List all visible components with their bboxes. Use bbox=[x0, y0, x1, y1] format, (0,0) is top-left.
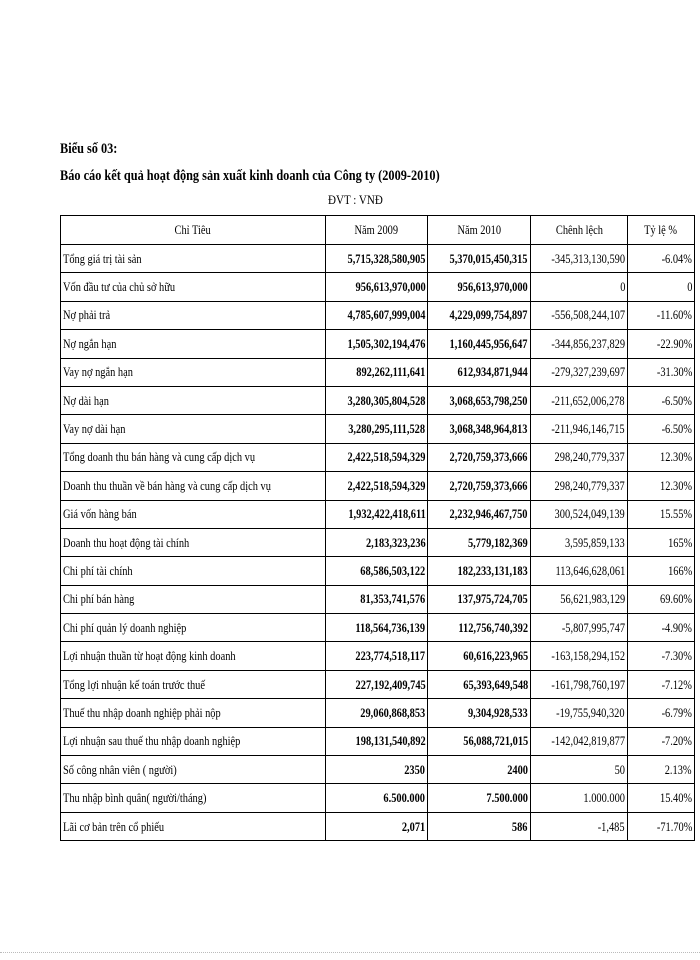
table-row bbox=[61, 301, 695, 329]
cell-ratio bbox=[628, 812, 695, 840]
cell-indicator bbox=[61, 301, 326, 329]
cell-2010 bbox=[428, 812, 531, 840]
cell-2009 bbox=[325, 500, 428, 528]
cell-indicator bbox=[61, 585, 326, 613]
cell-2010 bbox=[428, 585, 531, 613]
header-year-2009 bbox=[325, 216, 428, 245]
cell-text: -344,856,237,829 bbox=[551, 335, 626, 351]
cell-indicator bbox=[61, 727, 326, 755]
cell-2009 bbox=[325, 670, 428, 698]
page-divider bbox=[0, 952, 700, 953]
cell-2010 bbox=[428, 756, 531, 784]
header-year-2010 bbox=[428, 216, 531, 245]
cell-2009 bbox=[325, 415, 428, 443]
cell-text: 165% bbox=[667, 534, 693, 550]
cell-indicator bbox=[61, 443, 326, 471]
table-row bbox=[61, 756, 695, 784]
cell-difference bbox=[530, 670, 627, 698]
cell-text: 7.500.000 bbox=[486, 790, 528, 806]
cell-2010 bbox=[428, 642, 531, 670]
cell-text: 2,232,946,467,750 bbox=[449, 506, 528, 522]
table-row bbox=[61, 642, 695, 670]
cell-difference bbox=[530, 245, 627, 273]
cell-ratio bbox=[628, 386, 695, 414]
cell-2009 bbox=[325, 330, 428, 358]
cell-indicator bbox=[61, 273, 326, 301]
cell-2010 bbox=[428, 670, 531, 698]
cell-text: 50 bbox=[614, 761, 626, 777]
cell-difference bbox=[530, 358, 627, 386]
table-row bbox=[61, 812, 695, 840]
cell-2009 bbox=[325, 273, 428, 301]
results-table bbox=[60, 215, 695, 841]
cell-2010 bbox=[428, 358, 531, 386]
cell-text: 9,304,928,533 bbox=[468, 704, 528, 720]
cell-2010 bbox=[428, 301, 531, 329]
cell-text: -71.70% bbox=[656, 818, 693, 834]
cell-text: 2350 bbox=[404, 761, 426, 777]
cell-text: 60,616,223,965 bbox=[462, 648, 528, 664]
cell-text: 1.000.000 bbox=[583, 790, 626, 806]
cell-text: -7.30% bbox=[661, 648, 693, 664]
cell-ratio bbox=[628, 472, 695, 500]
cell-2010 bbox=[428, 614, 531, 642]
report-title: Báo cáo kết quả hoạt động sản xuất kinh doanh của Công ty (2009-2010) bbox=[60, 168, 440, 184]
cell-text: -5,807,995,747 bbox=[561, 619, 626, 635]
cell-text: -161,798,760,197 bbox=[551, 676, 626, 692]
cell-text: 956,613,970,000 bbox=[457, 279, 528, 295]
cell-indicator bbox=[61, 386, 326, 414]
cell-text: 227,192,409,745 bbox=[355, 676, 426, 692]
cell-text: 956,613,970,000 bbox=[355, 279, 426, 295]
cell-indicator bbox=[61, 699, 326, 727]
table-row bbox=[61, 245, 695, 273]
table-row bbox=[61, 443, 695, 471]
cell-text: 2,183,323,236 bbox=[365, 534, 426, 550]
header-difference bbox=[530, 216, 627, 245]
cell-text: 612,934,871,944 bbox=[457, 364, 528, 380]
header-label: Chênh lệch bbox=[555, 222, 603, 237]
cell-text: 3,595,859,133 bbox=[565, 534, 626, 550]
cell-text: 0 bbox=[686, 279, 693, 295]
cell-text: 4,229,099,754,897 bbox=[449, 307, 528, 323]
cell-text: 1,505,302,194,476 bbox=[347, 335, 426, 351]
header-label: Chỉ Tiêu bbox=[174, 222, 212, 237]
cell-text: Thuế thu nhập doanh nghiệp phải nộp bbox=[63, 704, 221, 720]
cell-text: -211,652,006,278 bbox=[551, 392, 626, 408]
cell-text: 12.30% bbox=[659, 449, 693, 465]
cell-indicator bbox=[61, 330, 326, 358]
cell-text: 223,774,518,117 bbox=[355, 648, 426, 664]
cell-difference bbox=[530, 699, 627, 727]
table-row bbox=[61, 727, 695, 755]
cell-difference bbox=[530, 784, 627, 812]
cell-text: Thu nhập bình quân( người/tháng) bbox=[63, 790, 207, 806]
cell-difference bbox=[530, 528, 627, 556]
cell-ratio bbox=[628, 699, 695, 727]
header-label: Năm 2009 bbox=[354, 222, 399, 237]
cell-text: 298,240,779,337 bbox=[554, 477, 626, 493]
cell-text: Lợi nhuận sau thuế thu nhập doanh nghiệp bbox=[63, 733, 241, 749]
cell-ratio bbox=[628, 273, 695, 301]
cell-text: -19,755,940,320 bbox=[556, 704, 626, 720]
cell-difference bbox=[530, 756, 627, 784]
cell-ratio bbox=[628, 670, 695, 698]
cell-2010 bbox=[428, 557, 531, 585]
cell-text: -142,042,819,877 bbox=[551, 733, 626, 749]
table-row bbox=[61, 386, 695, 414]
cell-text: 198,131,540,892 bbox=[355, 733, 426, 749]
table-row bbox=[61, 784, 695, 812]
cell-ratio bbox=[628, 301, 695, 329]
cell-text: 118,564,736,139 bbox=[355, 619, 426, 635]
cell-difference bbox=[530, 301, 627, 329]
header-label: Năm 2010 bbox=[457, 222, 501, 237]
cell-ratio bbox=[628, 330, 695, 358]
cell-text: -6.50% bbox=[661, 392, 693, 408]
cell-text: Vay nợ dài hạn bbox=[63, 421, 126, 437]
cell-indicator bbox=[61, 557, 326, 585]
cell-indicator bbox=[61, 642, 326, 670]
cell-ratio bbox=[628, 415, 695, 443]
table-row bbox=[61, 557, 695, 585]
cell-text: 3,068,653,798,250 bbox=[449, 392, 528, 408]
table-row bbox=[61, 415, 695, 443]
cell-indicator bbox=[61, 614, 326, 642]
cell-text: Lãi cơ bản trên cổ phiếu bbox=[63, 818, 165, 834]
cell-text: 3,280,295,111,528 bbox=[348, 421, 426, 437]
cell-text: 5,715,328,580,905 bbox=[347, 250, 426, 266]
cell-indicator bbox=[61, 472, 326, 500]
table-row bbox=[61, 699, 695, 727]
cell-ratio bbox=[628, 642, 695, 670]
cell-text: Vốn đầu tư của chủ sở hữu bbox=[63, 279, 176, 295]
cell-text: 3,280,305,804,528 bbox=[347, 392, 426, 408]
cell-indicator bbox=[61, 670, 326, 698]
cell-text: 65,393,649,548 bbox=[462, 676, 528, 692]
table-row bbox=[61, 358, 695, 386]
cell-text: -22.90% bbox=[656, 335, 693, 351]
cell-text: -31.30% bbox=[656, 364, 693, 380]
cell-indicator bbox=[61, 784, 326, 812]
cell-text: 298,240,779,337 bbox=[554, 449, 626, 465]
cell-2010 bbox=[428, 386, 531, 414]
cell-text: 892,262,111,641 bbox=[356, 364, 426, 380]
cell-text: 2,422,518,594,329 bbox=[347, 449, 426, 465]
cell-2010 bbox=[428, 415, 531, 443]
cell-text: Lợi nhuận thuần từ hoạt động kinh doanh bbox=[63, 648, 236, 664]
table-row bbox=[61, 472, 695, 500]
cell-text: Tổng giá trị tài sản bbox=[63, 250, 142, 266]
cell-indicator bbox=[61, 415, 326, 443]
cell-ratio bbox=[628, 358, 695, 386]
cell-2009 bbox=[325, 784, 428, 812]
table-header-row bbox=[61, 216, 695, 245]
cell-2009 bbox=[325, 245, 428, 273]
cell-2009 bbox=[325, 756, 428, 784]
cell-text: 137,975,724,705 bbox=[457, 591, 528, 607]
cell-text: -279,327,239,697 bbox=[551, 364, 626, 380]
cell-difference bbox=[530, 500, 627, 528]
cell-text: -11.60% bbox=[656, 307, 693, 323]
cell-text: 166% bbox=[667, 562, 693, 578]
cell-indicator bbox=[61, 756, 326, 784]
cell-text: Nợ dài hạn bbox=[63, 392, 109, 408]
cell-indicator bbox=[61, 812, 326, 840]
cell-2010 bbox=[428, 784, 531, 812]
cell-text: Số công nhân viên ( người) bbox=[63, 761, 177, 777]
cell-ratio bbox=[628, 500, 695, 528]
cell-2009 bbox=[325, 642, 428, 670]
cell-text: 2,071 bbox=[402, 818, 426, 834]
cell-text: Tổng doanh thu bán hàng và cung cấp dịch vụ bbox=[63, 449, 256, 465]
cell-text: 586 bbox=[512, 818, 528, 834]
cell-2009 bbox=[325, 472, 428, 500]
cell-text: 0 bbox=[619, 279, 626, 295]
table-body bbox=[61, 245, 695, 841]
cell-text: Tổng lợi nhuận kế toán trước thuế bbox=[63, 676, 205, 692]
cell-text: -211,946,146,715 bbox=[551, 421, 626, 437]
cell-difference bbox=[530, 614, 627, 642]
cell-text: -556,508,244,107 bbox=[551, 307, 626, 323]
cell-2009 bbox=[325, 557, 428, 585]
table-row bbox=[61, 500, 695, 528]
table-row bbox=[61, 273, 695, 301]
header-indicator bbox=[61, 216, 326, 245]
cell-text: Doanh thu hoạt động tài chính bbox=[63, 534, 190, 550]
cell-2009 bbox=[325, 727, 428, 755]
cell-2009 bbox=[325, 301, 428, 329]
cell-text: 2400 bbox=[507, 761, 528, 777]
cell-difference bbox=[530, 273, 627, 301]
cell-text: 4,785,607,999,004 bbox=[347, 307, 426, 323]
table-row bbox=[61, 670, 695, 698]
cell-difference bbox=[530, 443, 627, 471]
cell-ratio bbox=[628, 245, 695, 273]
cell-difference bbox=[530, 812, 627, 840]
cell-2010 bbox=[428, 528, 531, 556]
cell-text: -1,485 bbox=[598, 818, 626, 834]
cell-ratio bbox=[628, 528, 695, 556]
cell-text: -7.12% bbox=[661, 676, 693, 692]
cell-2009 bbox=[325, 614, 428, 642]
cell-text: 182,233,131,183 bbox=[457, 562, 528, 578]
cell-text: Doanh thu thuần về bán hàng và cung cấp dịch vụ bbox=[63, 477, 271, 493]
cell-text: 1,160,445,956,647 bbox=[449, 335, 528, 351]
table-row bbox=[61, 585, 695, 613]
cell-2010 bbox=[428, 500, 531, 528]
cell-difference bbox=[530, 585, 627, 613]
cell-text: 15.40% bbox=[659, 790, 693, 806]
cell-text: Nợ ngắn hạn bbox=[63, 335, 117, 351]
cell-difference bbox=[530, 330, 627, 358]
cell-text: Vay nợ ngắn hạn bbox=[63, 364, 133, 380]
cell-2010 bbox=[428, 330, 531, 358]
cell-difference bbox=[530, 415, 627, 443]
cell-text: 5,779,182,369 bbox=[468, 534, 528, 550]
cell-text: -163,158,294,152 bbox=[551, 648, 626, 664]
currency-unit: ĐVT : VNĐ bbox=[328, 192, 383, 207]
cell-text: 12.30% bbox=[659, 477, 693, 493]
document-label: Biểu số 03: bbox=[60, 141, 118, 157]
cell-text: Chi phí quản lý doanh nghiệp bbox=[63, 619, 187, 635]
cell-2010 bbox=[428, 699, 531, 727]
cell-text: 15.55% bbox=[659, 506, 693, 522]
cell-difference bbox=[530, 642, 627, 670]
cell-2009 bbox=[325, 699, 428, 727]
cell-text: 2,422,518,594,329 bbox=[347, 477, 426, 493]
cell-text: 2,720,759,373,666 bbox=[449, 449, 528, 465]
cell-text: -6.50% bbox=[661, 421, 693, 437]
cell-text: 3,068,348,964,813 bbox=[449, 421, 528, 437]
cell-ratio bbox=[628, 585, 695, 613]
cell-text: -6.04% bbox=[661, 250, 693, 266]
cell-text: 113,646,628,061 bbox=[555, 562, 626, 578]
cell-text: 81,353,741,576 bbox=[360, 591, 426, 607]
cell-text: 56,621,983,129 bbox=[560, 591, 626, 607]
cell-indicator bbox=[61, 245, 326, 273]
cell-2009 bbox=[325, 812, 428, 840]
table-row bbox=[61, 330, 695, 358]
cell-ratio bbox=[628, 614, 695, 642]
cell-text: 56,088,721,015 bbox=[462, 733, 528, 749]
header-ratio bbox=[628, 216, 695, 245]
cell-ratio bbox=[628, 557, 695, 585]
cell-difference bbox=[530, 557, 627, 585]
cell-2009 bbox=[325, 443, 428, 471]
cell-text: 68,586,503,122 bbox=[360, 562, 426, 578]
cell-2010 bbox=[428, 472, 531, 500]
table-row bbox=[61, 614, 695, 642]
cell-2010 bbox=[428, 727, 531, 755]
cell-difference bbox=[530, 386, 627, 414]
header-label: Tỷ lệ % bbox=[644, 222, 678, 237]
cell-2009 bbox=[325, 528, 428, 556]
cell-text: Chi phí bán hàng bbox=[63, 591, 135, 607]
cell-text: 300,524,049,139 bbox=[554, 506, 626, 522]
cell-2009 bbox=[325, 358, 428, 386]
cell-text: Nợ phải trả bbox=[63, 307, 111, 323]
table-row bbox=[61, 528, 695, 556]
cell-2010 bbox=[428, 443, 531, 471]
cell-text: 69.60% bbox=[659, 591, 693, 607]
cell-2009 bbox=[325, 585, 428, 613]
cell-text: -7.20% bbox=[661, 733, 693, 749]
cell-2010 bbox=[428, 273, 531, 301]
cell-text: -6.79% bbox=[661, 704, 693, 720]
cell-indicator bbox=[61, 528, 326, 556]
cell-text: 29,060,868,853 bbox=[360, 704, 426, 720]
cell-ratio bbox=[628, 784, 695, 812]
cell-text: 5,370,015,450,315 bbox=[449, 250, 528, 266]
cell-2009 bbox=[325, 386, 428, 414]
cell-2010 bbox=[428, 245, 531, 273]
cell-text: Chi phí tài chính bbox=[63, 562, 133, 578]
cell-text: 2.13% bbox=[665, 761, 693, 777]
cell-text: Giá vốn hàng bán bbox=[63, 506, 137, 522]
cell-difference bbox=[530, 472, 627, 500]
cell-text: 1,932,422,418,611 bbox=[348, 506, 426, 522]
cell-ratio bbox=[628, 756, 695, 784]
cell-difference bbox=[530, 727, 627, 755]
cell-text: 6.500.000 bbox=[383, 790, 426, 806]
cell-ratio bbox=[628, 443, 695, 471]
cell-ratio bbox=[628, 727, 695, 755]
cell-text: -345,313,130,590 bbox=[551, 250, 626, 266]
cell-text: 112,756,740,392 bbox=[458, 619, 528, 635]
cell-indicator bbox=[61, 500, 326, 528]
cell-text: 2,720,759,373,666 bbox=[449, 477, 528, 493]
cell-indicator bbox=[61, 358, 326, 386]
cell-text: -4.90% bbox=[661, 619, 693, 635]
